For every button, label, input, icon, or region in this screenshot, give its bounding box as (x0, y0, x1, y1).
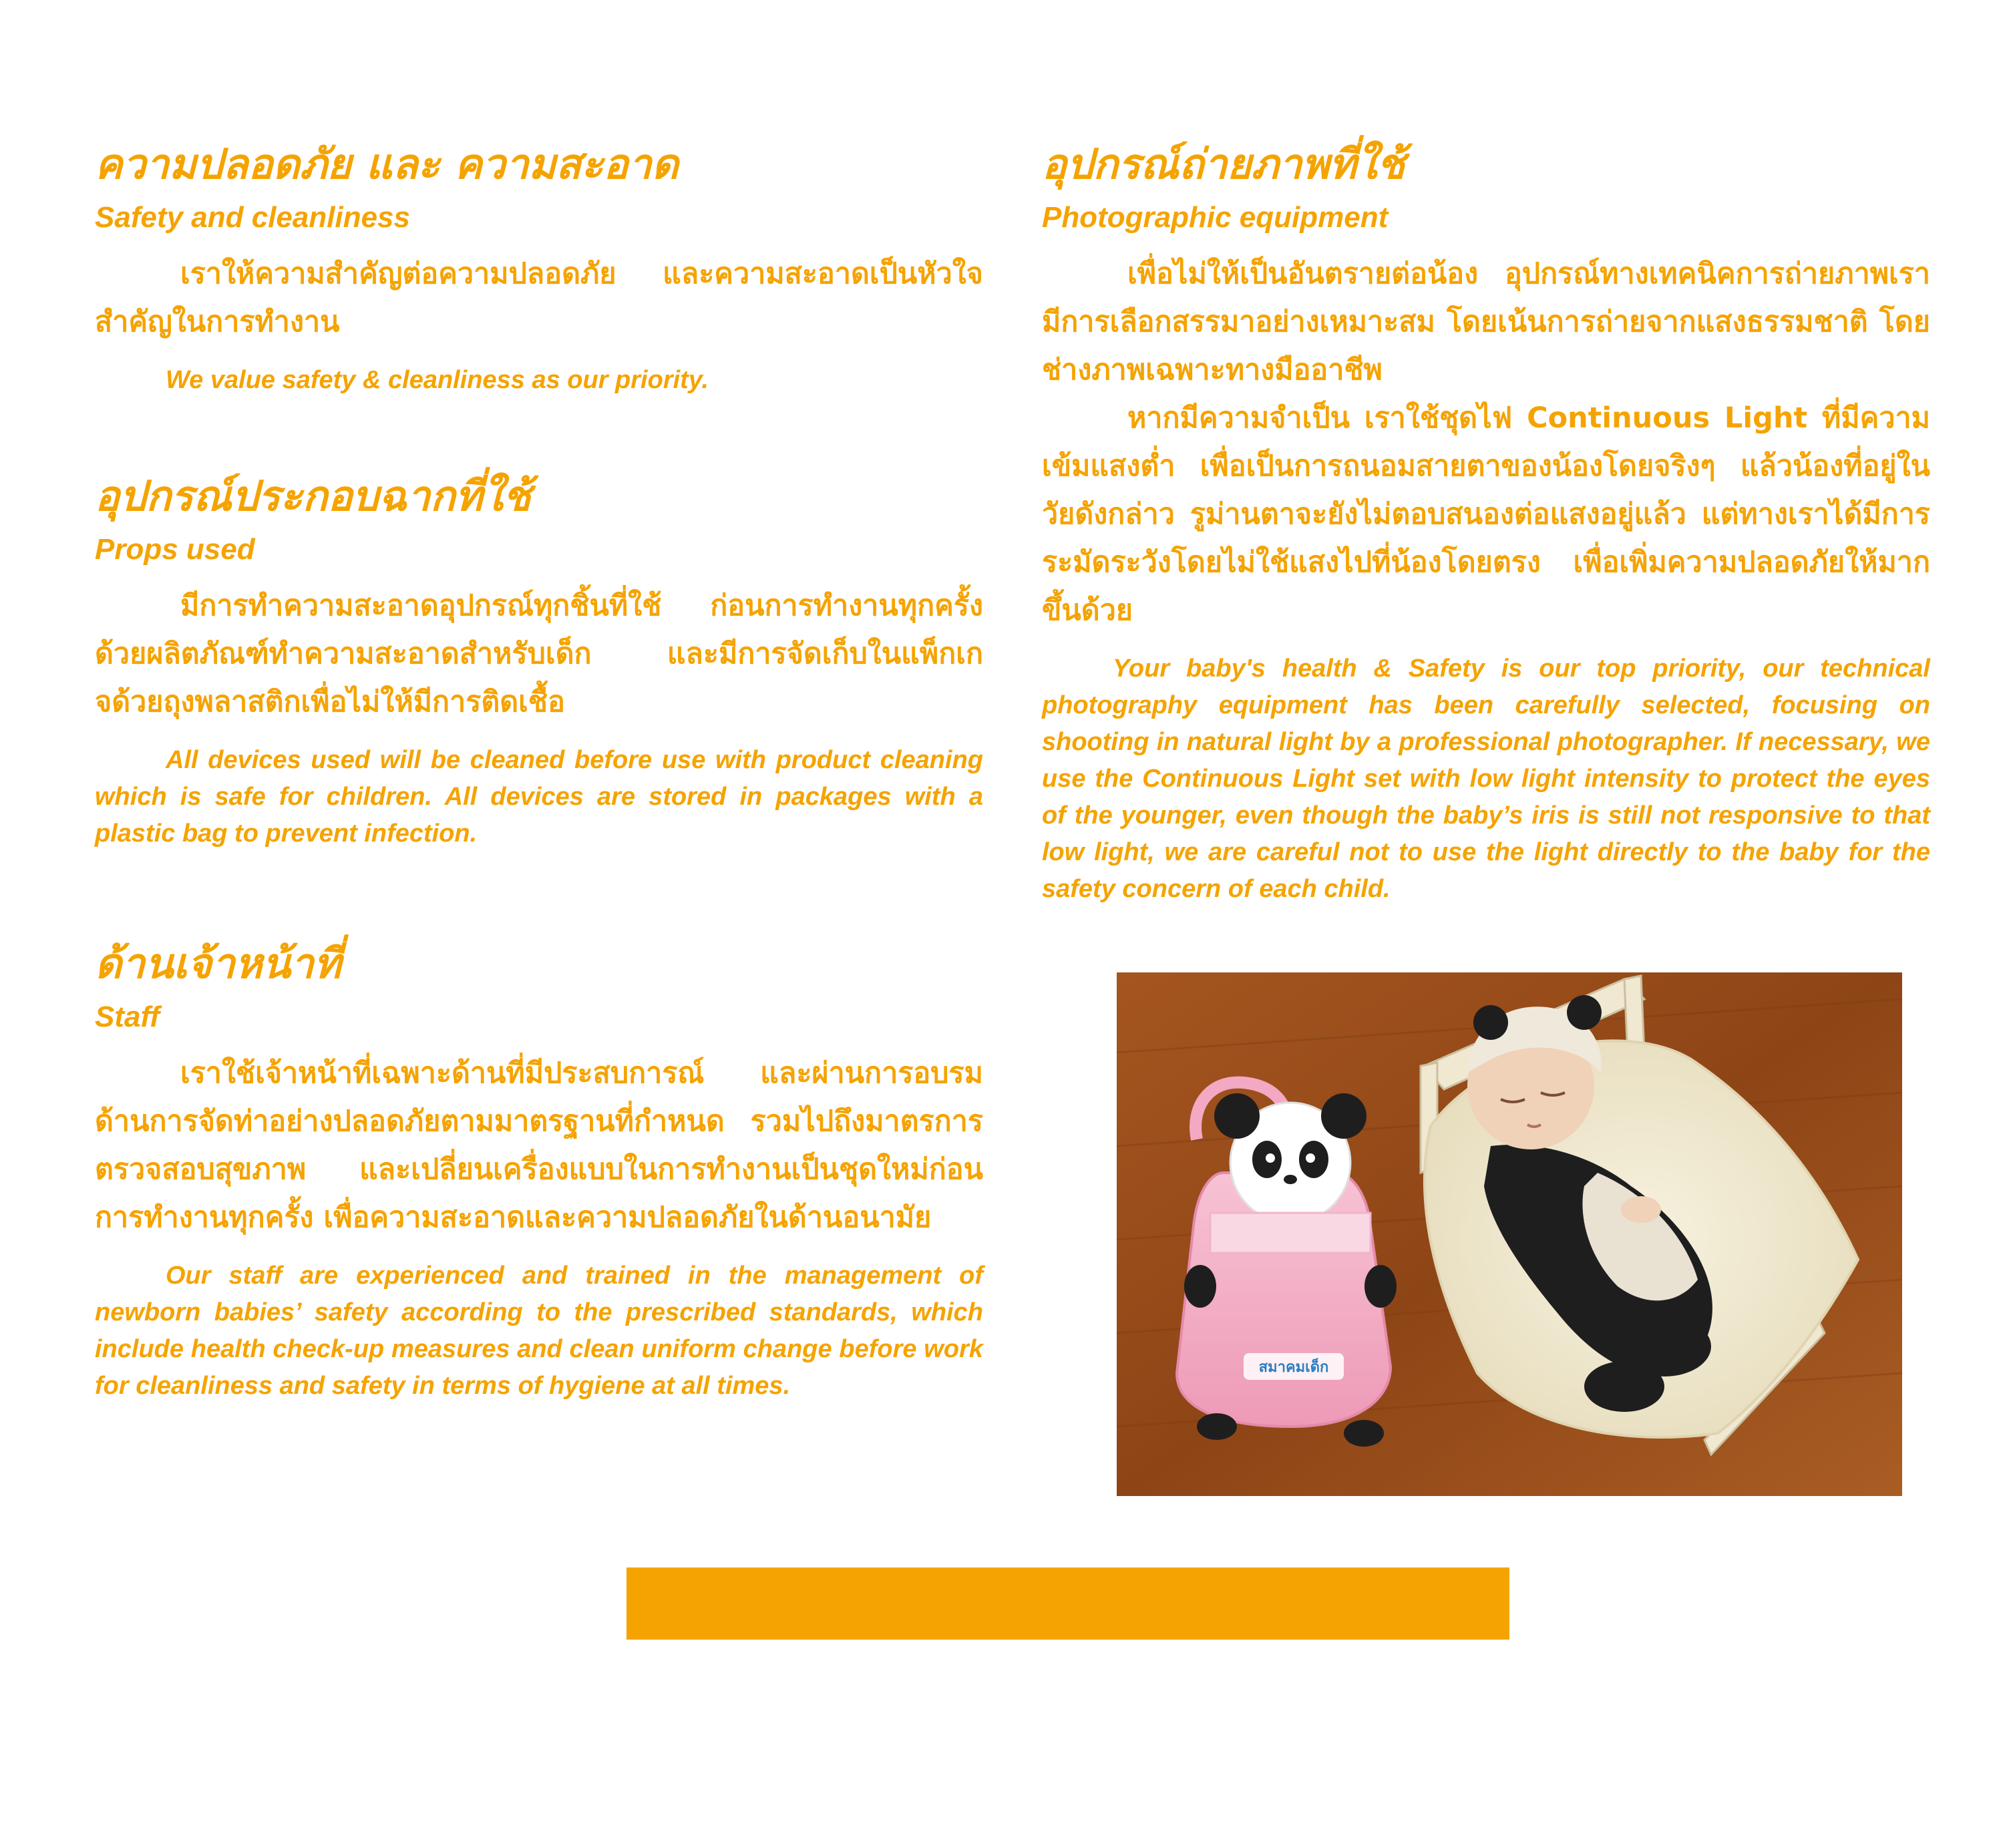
bottom-accent-bar (626, 1567, 1509, 1640)
props-title-th: อุปกรณ์ประกอบฉากที่ใช้ (95, 472, 531, 520)
safety-title-en: Safety and cleanliness (95, 201, 410, 234)
staff-body-th: เราใช้เจ้าหน้าที่เฉพาะด้านที่มีประสบการณ์ และผ่านการอบรมด้านการจัดท่าอย่างปลอดภัยตามมาตรฐานที่กำหนด รวมไปถึงมาตรการตรวจสอบสุขภาพ และเปลี่ยนเครื่องแบบในการทำงานเป็นชุดใหม่ก่อนการทำงานทุกครั้ง เพื่อความสะอาดและความปลอดภัยในด้านอนามัย (95, 1057, 983, 1234)
props-section (95, 471, 983, 852)
equipment-body-th-1: เพื่อไม่ให้เป็นอันตรายต่อน้อง อุปกรณ์ทางเทคนิคการถ่ายภาพเรามีการเลือกสรรมาอย่างเหมาะสม โดยเน้นการถ่ายจากแสงธรรมชาติ โดยช่างภาพเฉพาะทางมืออาชีพ (1042, 257, 1930, 387)
equipment-title-th: อุปกรณ์ถ่ายภาพที่ใช้ (1042, 140, 1405, 188)
newborn-panda-illustration (1117, 972, 1902, 1496)
bag-label: สมาคมเด็ก (1258, 1359, 1329, 1376)
equipment-title-en: Photographic equipment (1042, 201, 1389, 234)
equipment-body-th-2: หากมีความจำเป็น เราใช้ชุดไฟ Continuous Light ที่มีความเข้มแสงต่ำ เพื่อเป็นการถนอมสายตาของน้องโดยจริงๆ แล้วน้องที่อยู่ในวัยดังกล่าว รูม่านตาจะยังไม่ตอบสนองต่อแสงอยู่แล้ว แต่ทางเราได้มีการระมัดระวังโดยไม่ใช้แสงไปที่น้องโดยตรง เพื่อเพิ่มความปลอดภัยให้มากขึ้นด้วย (1042, 401, 1930, 627)
props-title-en: Props used (95, 533, 255, 566)
staff-body-en: Our staff are experienced and trained in the management of newborn babies’ safety according to the prescribed standards, which include health check-up measures and clean uniform change before work for cleanliness and safety in terms of hygiene at all times. (95, 1262, 983, 1400)
staff-title-en: Staff (95, 1000, 160, 1033)
staff-section (95, 938, 983, 1405)
props-body-en: All devices used will be cleaned before use with product cleaning which is safe for children. All devices are stored in packages with a plastic bag to prevent infection. (95, 746, 983, 848)
staff-title-th: ด้านเจ้าหน้าที่ (95, 939, 341, 988)
equipment-body-en: Your baby's health & Safety is our top priority, our technical photography equipment has been carefully selected, focusing on shooting in natural light by a professional photographer. If necessary, we use the Continuous Light set with low light intensity to protect the eyes of the younger, even though the baby’s iris is still not responsive to that low light, we are careful not to use the light directly to the baby for the safety concern of each child. (1042, 655, 1930, 903)
safety-title-th: ความปลอดภัย และ ความสะอาด (95, 140, 679, 188)
props-body-th: มีการทำความสะอาดอุปกรณ์ทุกชิ้นที่ใช้ ก่อนการทำงานทุกครั้ง ด้วยผลิตภัณฑ์ทำความสะอาดสำหรับเด็ก และมีการจัดเก็บในแพ็กเกจด้วยถุงพลาสติกเพื่อไม่ให้มีการติดเชื้อ (95, 589, 983, 719)
safety-body-th: เราให้ความสำคัญต่อความปลอดภัย และความสะอาดเป็นหัวใจสำคัญในการทำงาน (95, 257, 983, 339)
safety-section (95, 139, 983, 399)
safety-body-en: We value safety & cleanliness as our priority. (166, 366, 709, 394)
newborn-photo (1117, 972, 1902, 1496)
equipment-section (1042, 139, 1930, 908)
